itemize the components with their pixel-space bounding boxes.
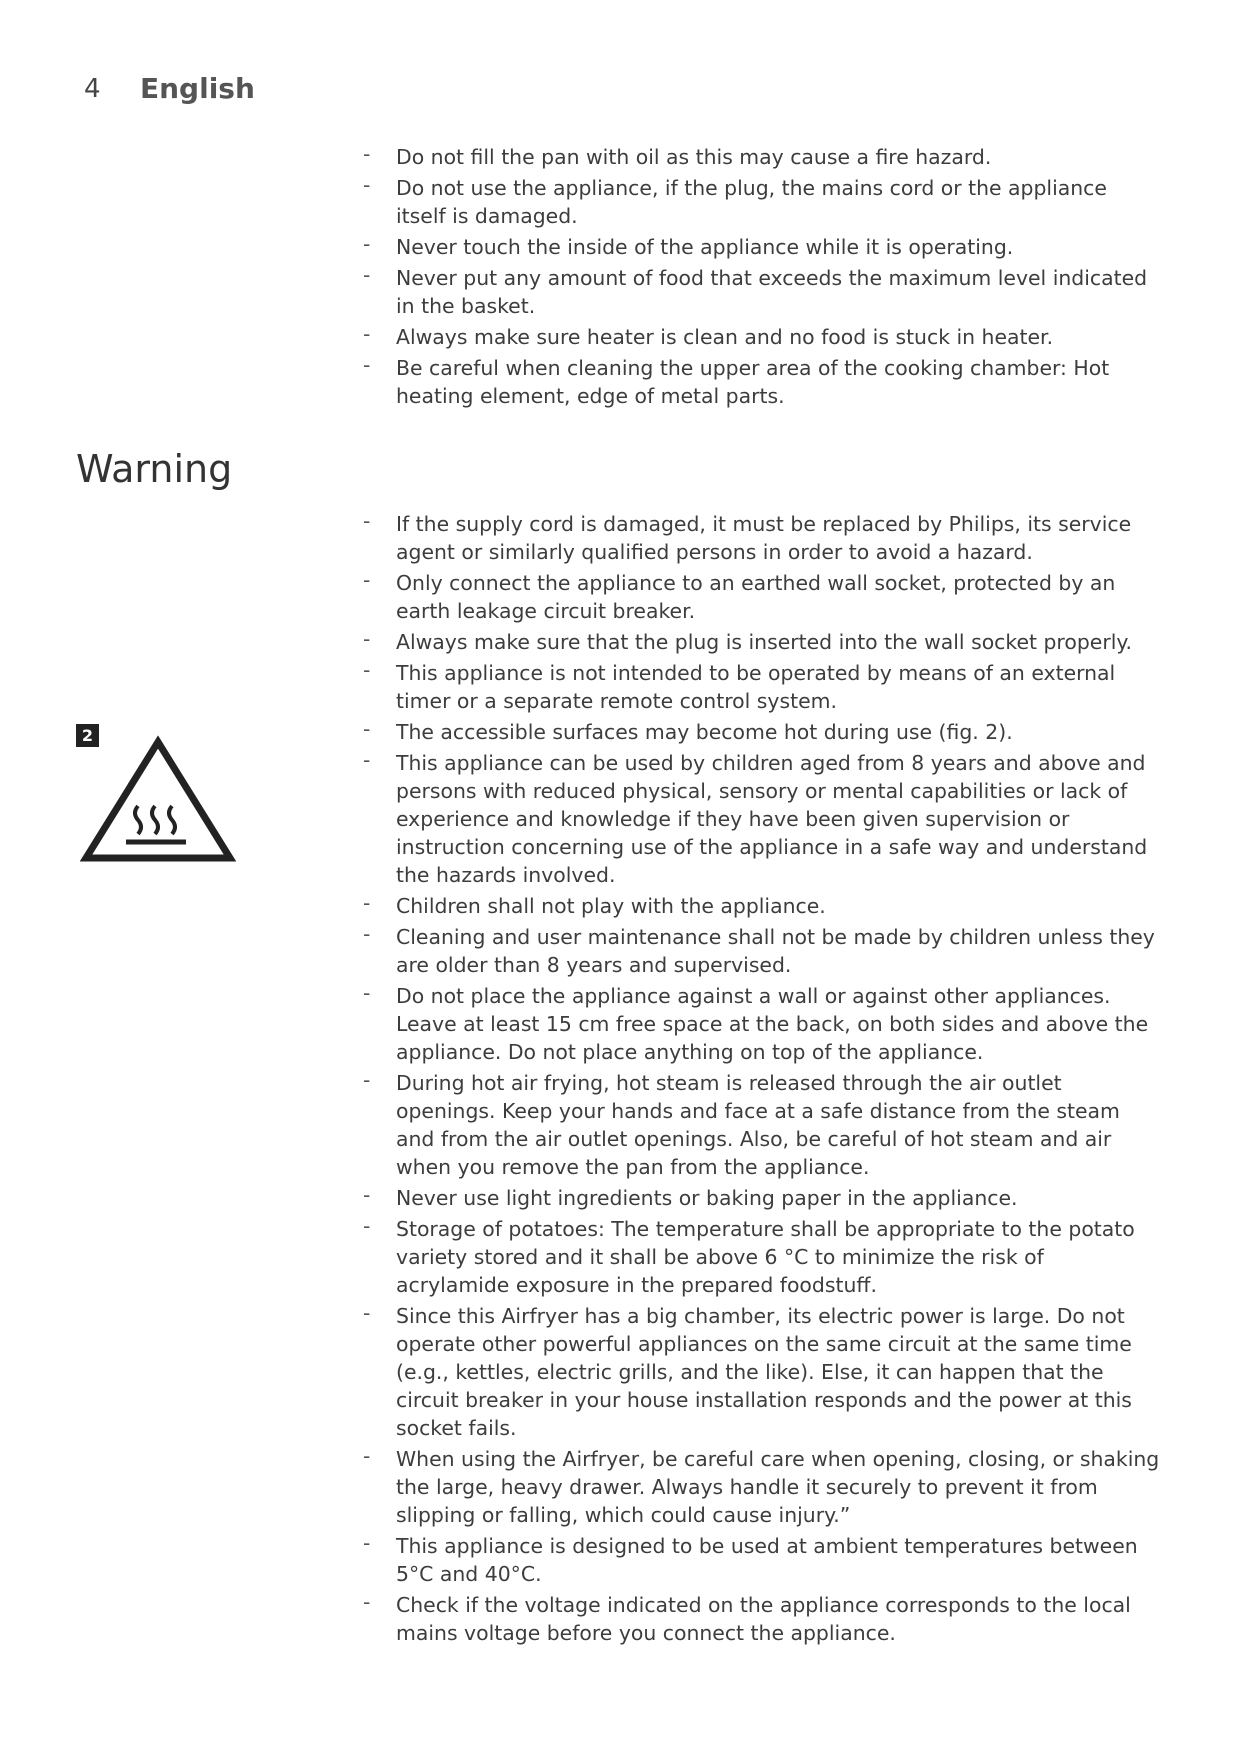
intro-safety-list [360,143,1160,413]
list-item [360,354,1160,410]
list-item [360,1184,1160,1212]
list-item [360,143,1160,171]
dash-bullet: - [363,1214,371,1238]
list-item [360,1591,1160,1647]
list-item-text: This appliance is not intended to be operated by means of an external timer or a separate remote control system. [396,661,1116,713]
dash-bullet: - [363,1444,371,1468]
dash-bullet: - [363,263,371,287]
list-item [360,892,1160,920]
list-item [360,1069,1160,1181]
list-item-text: Do not fill the pan with oil as this may cause a fire hazard. [396,145,992,169]
list-item [360,233,1160,261]
list-item [360,569,1160,625]
list-item [360,1532,1160,1588]
list-item-text: During hot air frying, hot steam is released through the air outlet openings. Keep your hands and face at a safe distance from the steam and from the air outlet openings. Also, be careful of hot steam and air when you remove the pan from the appliance. [396,1071,1120,1179]
list-item-text: Only connect the appliance to an earthed wall socket, protected by an earth leakage circuit breaker. [396,571,1116,623]
list-item-text: Be careful when cleaning the upper area of the cooking chamber: Hot heating element, edge of metal parts. [396,356,1110,408]
list-item [360,982,1160,1066]
list-item-text: Since this Airfryer has a big chamber, its electric power is large. Do not operate other powerful appliances on the same circuit at the same time (e.g., kettles, electric grills, and the like). Else, it can happen that the circuit breaker in your house installation responds and the power at this socket fails. [396,1304,1132,1440]
list-item [360,749,1160,889]
dash-bullet: - [363,568,371,592]
list-item-text: The accessible surfaces may become hot during use (fig. 2). [396,720,1013,744]
warning-heading: Warning [76,447,233,491]
list-item-text: This appliance can be used by children aged from 8 years and above and persons with reduced physical, sensory or mental capabilities or lack of experience and knowledge if they have been given supervision or instruction concerning use of the appliance in a safe way and understand the hazards involved. [396,751,1148,887]
list-item [360,1445,1160,1529]
list-item-text: Never put any amount of food that exceeds the maximum level indicated in the basket. [396,266,1148,318]
list-item-text: Never use light ingredients or baking paper in the appliance. [396,1186,1018,1210]
dash-bullet: - [363,748,371,772]
list-item-text: This appliance is designed to be used at ambient temperatures between 5°C and 40°C. [396,1534,1138,1586]
dash-bullet: - [363,658,371,682]
page-number: 4 [84,74,101,104]
list-item [360,1215,1160,1299]
dash-bullet: - [363,173,371,197]
list-item [360,323,1160,351]
dash-bullet: - [363,1068,371,1092]
dash-bullet: - [363,232,371,256]
dash-bullet: - [363,922,371,946]
dash-bullet: - [363,353,371,377]
dash-bullet: - [363,891,371,915]
list-item-text: Always make sure heater is clean and no food is stuck in heater. [396,325,1054,349]
list-item-text: Storage of potatoes: The temperature shall be appropriate to the potato variety stored and it shall be above 6 °C to minimize the risk of acrylamide exposure in the prepared foodstuff. [396,1217,1135,1297]
list-item-text: Check if the voltage indicated on the appliance corresponds to the local mains voltage before you connect the appliance. [396,1593,1131,1645]
list-item-text: Do not use the appliance, if the plug, the mains cord or the appliance itself is damaged. [396,176,1107,228]
dash-bullet: - [363,717,371,741]
figure-number-badge: 2 [76,724,99,747]
dash-bullet: - [363,1183,371,1207]
list-item-text: Do not place the appliance against a wall or against other appliances. Leave at least 15 cm free space at the back, on both sides and above the appliance. Do not place anything on top of the appliance. [396,984,1149,1064]
hot-surface-warning-icon [80,730,240,870]
list-item [360,923,1160,979]
list-item-text: If the supply cord is damaged, it must be replaced by Philips, its service agent or similarly qualified persons in order to avoid a hazard. [396,512,1132,564]
dash-bullet: - [363,509,371,533]
dash-bullet: - [363,1301,371,1325]
list-item-text: Always make sure that the plug is inserted into the wall socket properly. [396,630,1133,654]
list-item [360,1302,1160,1442]
list-item-text: Never touch the inside of the appliance while it is operating. [396,235,1014,259]
list-item [360,264,1160,320]
dash-bullet: - [363,1590,371,1614]
list-item [360,628,1160,656]
dash-bullet: - [363,322,371,346]
warning-list [360,510,1160,1650]
dash-bullet: - [363,627,371,651]
list-item [360,659,1160,715]
list-item-text: Cleaning and user maintenance shall not be made by children unless they are older than 8 years and supervised. [396,925,1155,977]
dash-bullet: - [363,981,371,1005]
dash-bullet: - [363,142,371,166]
list-item-text: Children shall not play with the appliance. [396,894,826,918]
list-item-text: When using the Airfryer, be careful care when opening, closing, or shaking the large, heavy drawer. Always handle it securely to prevent it from slipping or falling, which could cause injury.” [396,1447,1160,1527]
page-language-title: English [140,72,255,105]
list-item [360,510,1160,566]
list-item [360,718,1160,746]
dash-bullet: - [363,1531,371,1555]
list-item [360,174,1160,230]
